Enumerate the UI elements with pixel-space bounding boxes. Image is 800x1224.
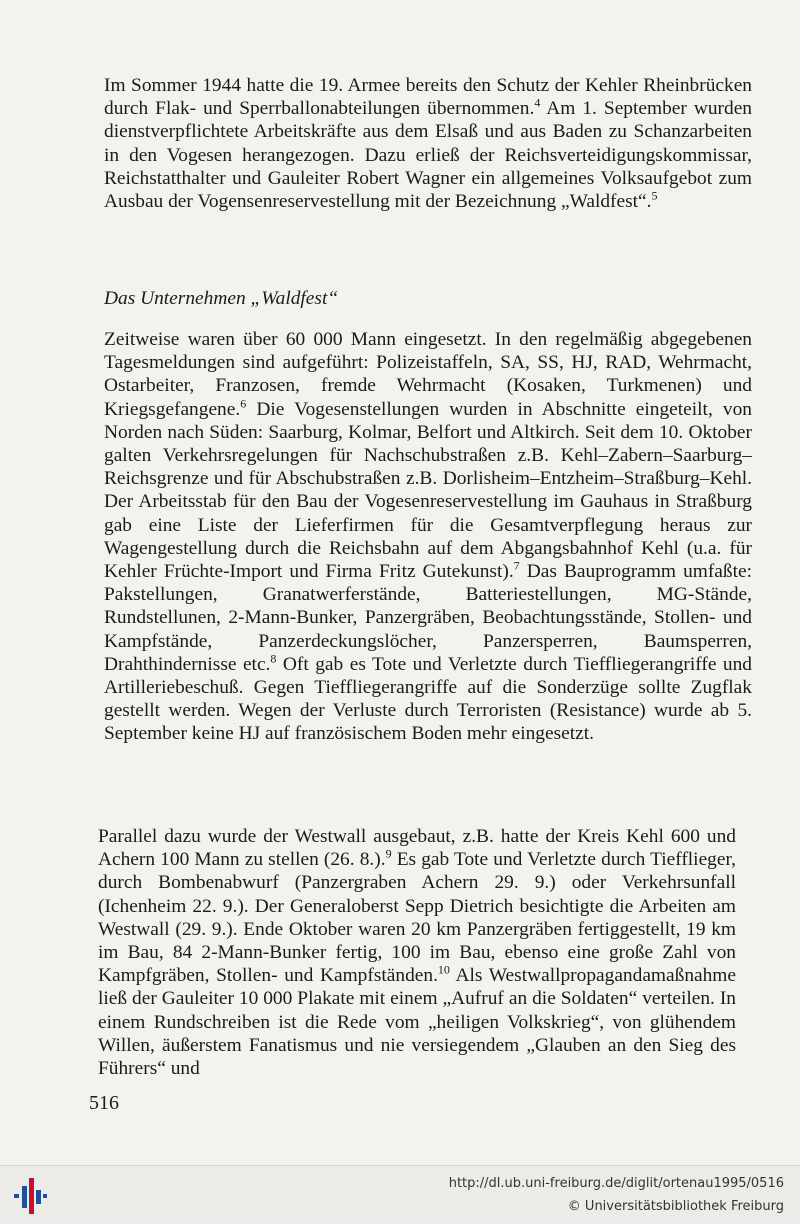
page-number: 516	[89, 1092, 119, 1114]
text-run: Im Sommer 1944 hatte die 19. Armee bereits den Schutz der Kehler Rheinbrücken durch Flak- und Sperrballonabteilungen übernommen.	[104, 75, 752, 120]
text-run: Parallel dazu wurde der Westwall ausgebaut, z.B. hatte der Kreis Kehl 600 und Achern 100 Mann zu stellen (26. 8.).	[98, 826, 736, 871]
footnote-marker[interactable]: 10	[437, 962, 450, 977]
text-run: Am 1. September wurden dienstverpflichtete Arbeitskräfte aus dem Elsaß und aus Baden zu Schanzarbeiten in den Vogesen herangezogen. Dazu erließ der Reichsverteidigungskommissar, Reichstatthalter und Gauleiter Robert Wagner ein allgemeines Volksaufgebot zum Ausbau der Vogensenreservestellung mit der Bezeichnung „Waldfest“.	[104, 98, 752, 213]
text-run: Oft gab es Tote und Verletzte durch Tieffliegerangriffe und Artilleriebeschuß. Gegen Tieffliegerangriffe auf die Sonderzüge sollte Zugflak gestellt werden. Wegen der Verluste durch Terroristen (Resistance) wurde ab 5. September keine HJ auf französischem Boden mehr eingesetzt.	[104, 653, 752, 745]
document-url-link[interactable]: http://dl.ub.uni-freiburg.de/diglit/ortenau1995/0516	[448, 1176, 784, 1191]
footnote-marker[interactable]: 4	[534, 95, 541, 110]
section-heading: Das Unternehmen „Waldfest“	[104, 288, 339, 309]
paragraph-3	[98, 825, 736, 1080]
paragraph-3-text	[98, 825, 736, 1080]
footnote-marker[interactable]: 7	[513, 558, 520, 573]
footnote-marker[interactable]: 6	[240, 396, 247, 411]
text-run: Es gab Tote und Verletzte durch Tiefflieger, durch Bombenabwurf (Panzergraben Achern 29. 9.) oder Verkehrsunfall (Ichenheim 22. 9.). Der Generaloberst Sepp Dietrich besichtigte die Arbeiten am Westwall (29. 9.). Ende Oktober waren 20 km Panzergräben fertiggestellt, 19 km im Bau, 84 2-Mann-Bunker fertig, 100 im Bau, ebenso eine große Zahl von Kampfgräben, Stollen- und Kampfständen.	[98, 849, 737, 987]
paragraph-2-text	[104, 328, 752, 746]
text-run: Zeitweise waren über 60 000 Mann eingesetzt. In den regelmäßig abgegebenen Tagesmeldungen sind aufgeführt: Polizeistaffeln, SA, SS, HJ, RAD, Wehrmacht, Ostarbeiter, Franzosen, fremde Wehrmacht (Kosaken, Turkmenen) und Kriegsgefangene.	[104, 329, 752, 420]
text-run: Als Westwallpropagandamaßnahme ließ der Gauleiter 10 000 Plakate mit einem „Aufruf an die Soldaten“ verteilen. In einem Rundschreiben ist die Rede vom „heiligen Volkskrieg“, von glühendem Willen, äußerstem Fanatismus und nie versiegendem „Glauben an den Sieg des Führers“ und	[98, 965, 736, 1080]
paragraph-1-text	[104, 74, 752, 213]
footnote-marker[interactable]: 8	[270, 651, 277, 666]
copyright-text: © Universitätsbibliothek Freiburg	[567, 1199, 784, 1214]
paragraph-1	[104, 74, 752, 213]
viewer-footer	[0, 1165, 800, 1224]
text-run: Die Vogesenstellungen wurden in Abschnitte eingeteilt, von Norden nach Süden: Saarburg, Kolmar, Belfort und Altkirch. Seit dem 10. Oktober galten Verkehrsregelungen für Nachschubstraßen z.B. Kehl–Zabern–Saarburg–Reichsgrenze und für Abschubstraßen z.B. Dorlisheim–Entzheim–Straßburg–Kehl. Der Arbeitsstab für den Bau der Vogesenreservestellung im Gauhaus in Straßburg gab eine Liste der Lieferfirmen für die Gesamtverpflegung heraus zur Wagengestellung durch die Reichsbahn auf dem Abgangsbahnhof Kehl (u.a. für Kehler Früchte-Import und Firma Fritz Gutekunst).	[104, 398, 752, 583]
footnote-marker[interactable]: 5	[651, 188, 658, 203]
text-run: Das Bauprogramm umfaßte: Pakstellungen, Granatwerferstände, Batteriestellungen, MG-Stände, Rundstellunen, 2-Mann-Bunker, Panzergräben, Beobachtungsstände, Stollen- und Kampfstände, Panzerdeckungslöcher, Panzersperren, Baumsperren, Drahthindernisse etc.	[104, 561, 752, 675]
paragraph-2	[104, 328, 752, 746]
ub-freiburg-logo-icon[interactable]	[12, 1176, 48, 1216]
footnote-marker[interactable]: 9	[385, 846, 392, 861]
